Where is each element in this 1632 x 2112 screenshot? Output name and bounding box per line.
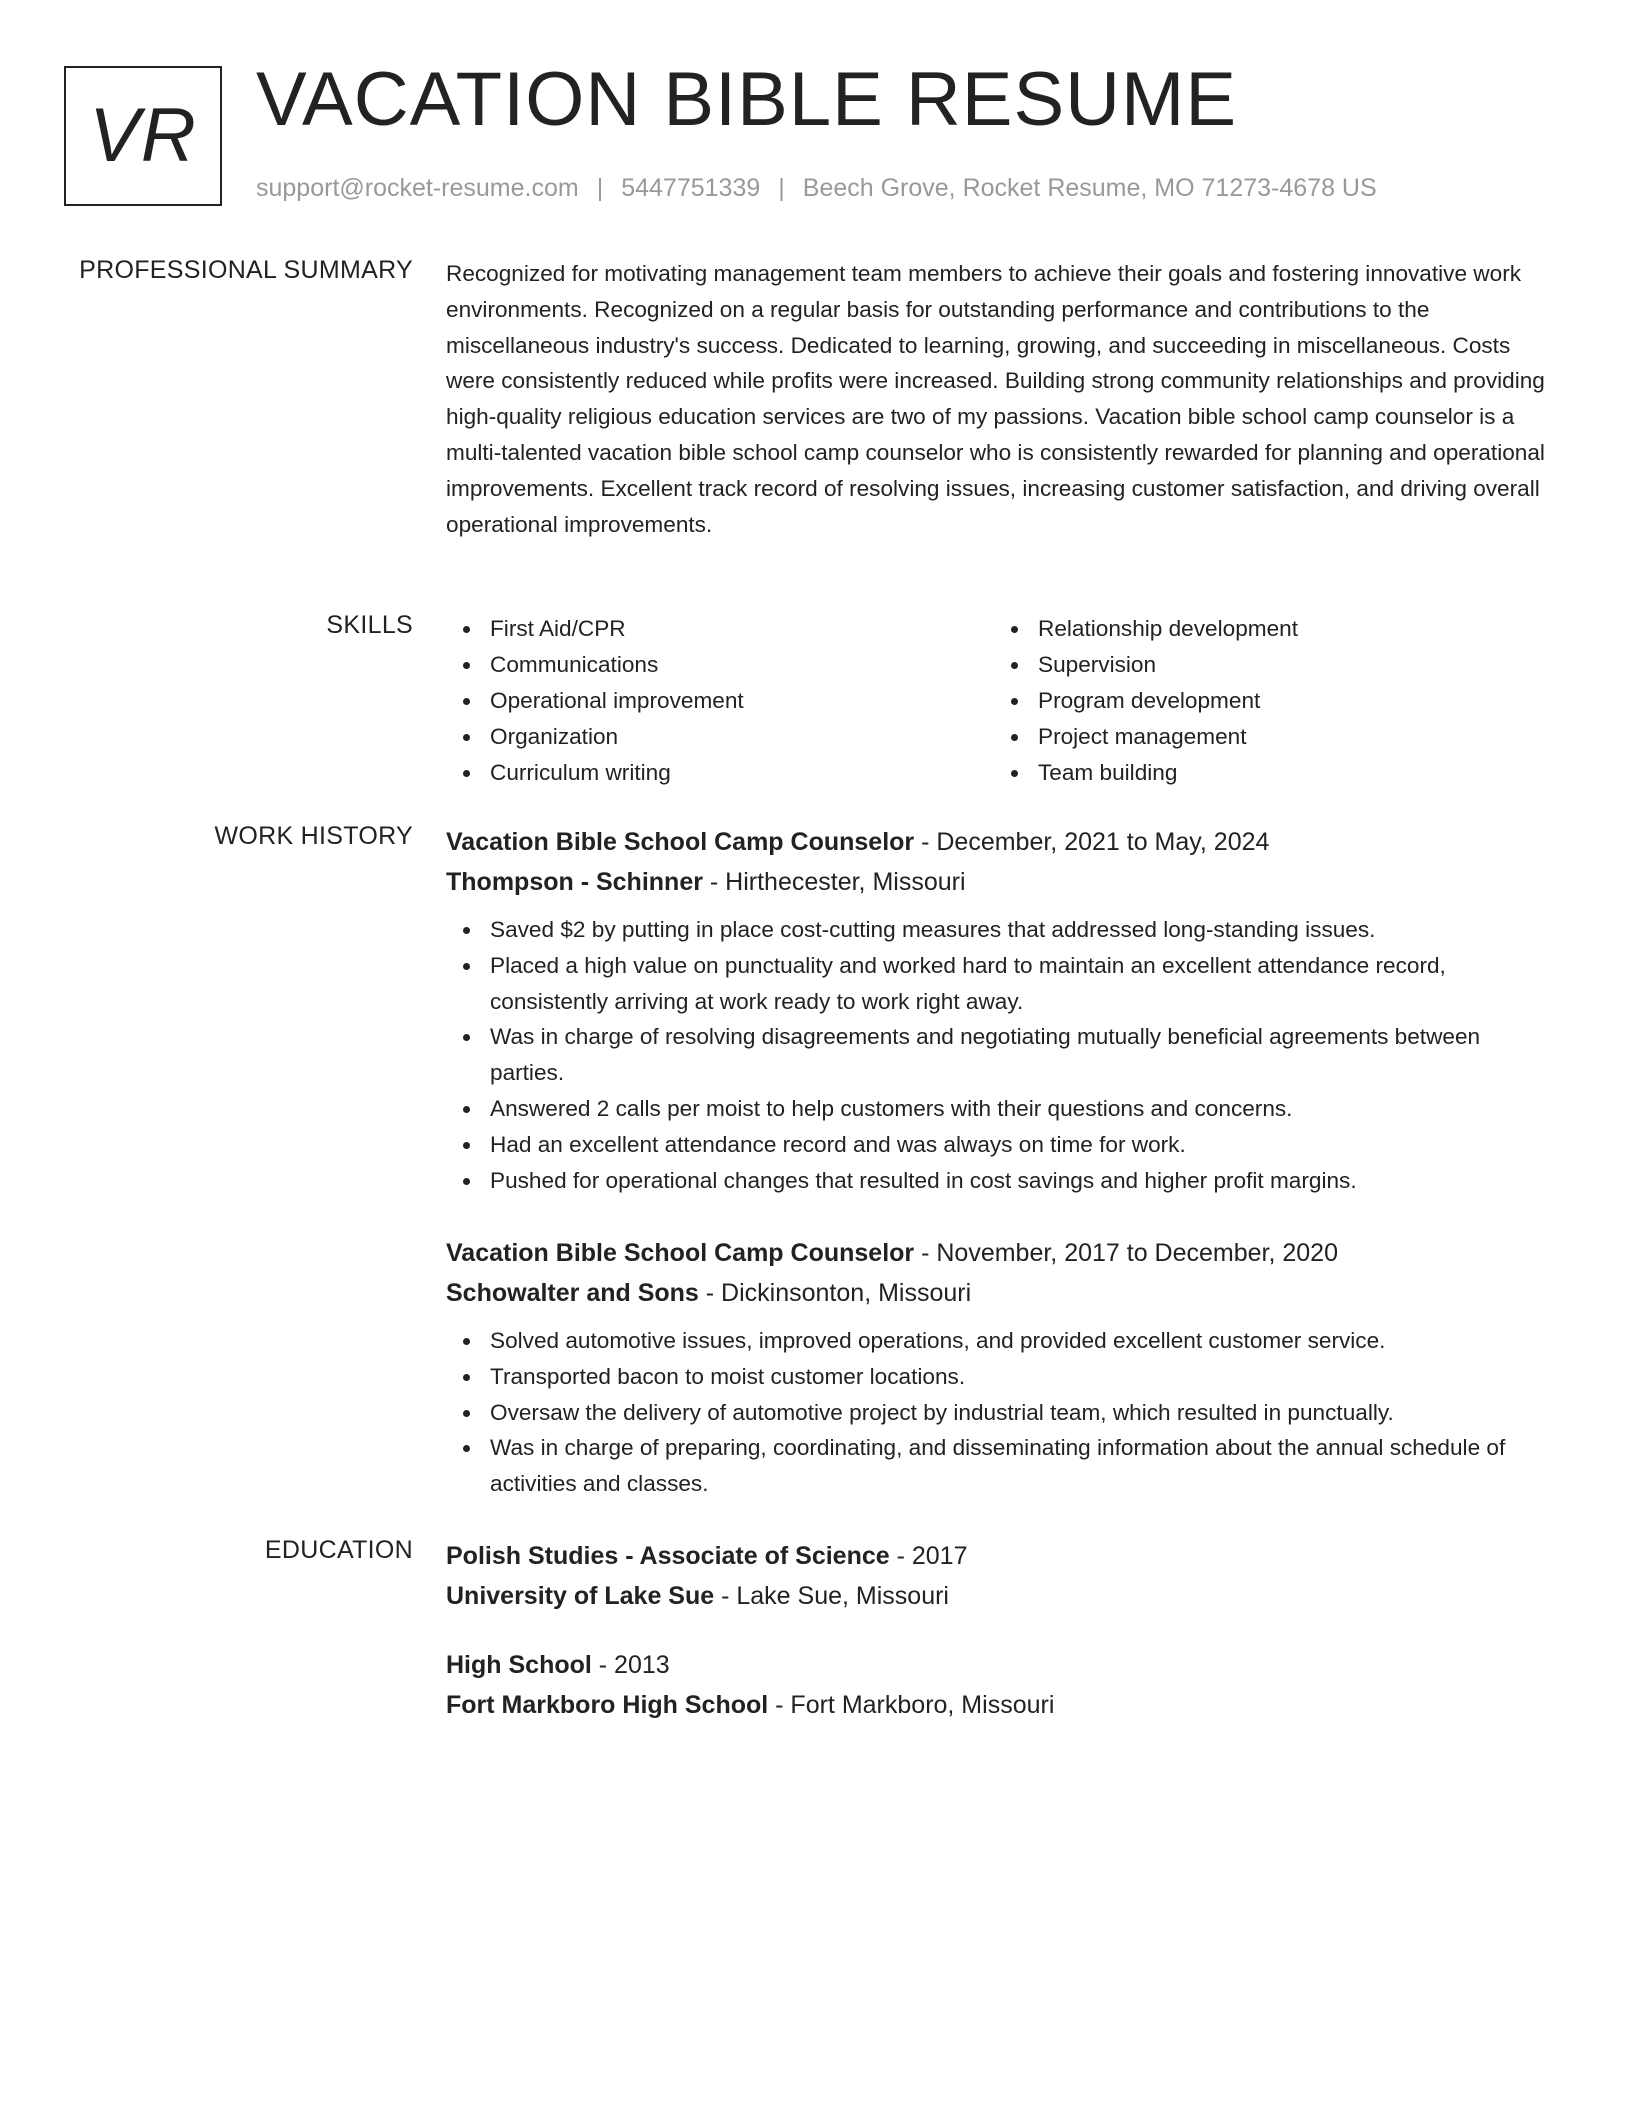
education-degree-line [446,1645,1556,1685]
skills-body [446,611,1556,791]
job-bullet: Pushed for operational changes that resulted in cost savings and higher profit margins. [490,1163,1556,1199]
job-company: Thompson - Schinner [446,868,703,896]
section-heading-skills: SKILLS [326,611,413,639]
job-bullet: Solved automotive issues, improved operations, and provided excellent customer service. [490,1323,1556,1359]
skill-item: First Aid/CPR [490,611,994,647]
job-location: - Hirthecester, Missouri [702,868,966,896]
job-title: Vacation Bible School Camp Counselor [446,1239,915,1267]
section-heading-work-history: WORK HISTORY [214,822,413,850]
monogram-logo [64,66,222,206]
summary-text: Recognized for motivating management team members to achieve their goals and fostering innovative work environments. Recognized on a regular basis for outstanding performance and contributions to the miscellaneous industry's success. Dedicated to learning, growing, and succeeding in miscellaneous. Costs were consistently reduced while profits were increased. Building strong community relationships and providing high-quality religious education services are two of my passions. Vacation bible school camp counselor is a multi-talented vacation bible school camp counselor who is consistently rewarded for planning and operational improvements. Excellent track record of resolving issues, increasing customer satisfaction, and driving overall operational improvements. [446,261,1545,537]
skill-item: Supervision [1038,647,1542,683]
monogram-initials: VR [89,93,197,178]
education-location: - Fort Markboro, Missouri [768,1691,1055,1719]
skill-item: Curriculum writing [490,755,994,791]
contact-separator: | [596,174,604,202]
job-bullet: Transported bacon to moist customer locations. [490,1359,1556,1395]
resume-name: VACATION BIBLE RESUME [256,57,1238,142]
section-heading-summary: PROFESSIONAL SUMMARY [79,256,413,284]
skill-item: Program development [1038,683,1542,719]
job-dates: - December, 2021 to May, 2024 [914,828,1270,856]
skills-list-left [446,611,994,791]
skill-item: Operational improvement [490,683,994,719]
job-bullets [446,912,1556,1198]
skill-item: Communications [490,647,994,683]
job-bullet: Saved $2 by putting in place cost-cutting measures that addressed long-standing issues. [490,912,1556,948]
education-degree: High School [446,1651,592,1679]
job-location: - Dickinsonton, Missouri [698,1279,972,1307]
skill-item: Project management [1038,719,1542,755]
education-school: Fort Markboro High School [446,1691,769,1719]
job-bullet: Was in charge of resolving disagreements and negotiating mutually beneficial agreements between parties. [490,1019,1556,1091]
education-year: - 2013 [591,1651,670,1679]
job-title-line [446,1233,1556,1273]
job-company-line [446,1273,1556,1313]
contact-address: Beech Grove, Rocket Resume, MO 71273-4678 US [802,174,1377,202]
job-entry [446,822,1556,1198]
contact-line [256,174,1377,203]
summary-body [446,256,1556,542]
section-heading-education: EDUCATION [264,1536,413,1564]
skills-list-right [994,611,1542,791]
education-school-line [446,1685,1556,1725]
job-bullet: Answered 2 calls per moist to help customers with their questions and concerns. [490,1091,1556,1127]
job-bullet: Oversaw the delivery of automotive project by industrial team, which resulted in punctually. [490,1395,1556,1431]
education-degree: Polish Studies - Associate of Science [446,1542,890,1570]
job-bullets [446,1323,1556,1502]
education-entry [446,1536,1556,1616]
job-dates: - November, 2017 to December, 2020 [914,1239,1338,1267]
education-degree-line [446,1536,1556,1576]
skill-item: Relationship development [1038,611,1542,647]
job-title: Vacation Bible School Camp Counselor [446,828,915,856]
education-school-line [446,1576,1556,1616]
education-school: University of Lake Sue [446,1582,715,1610]
job-bullet: Had an excellent attendance record and was always on time for work. [490,1127,1556,1163]
contact-email[interactable]: support@rocket-resume.com [256,174,579,202]
job-bullet: Was in charge of preparing, coordinating, and disseminating information about the annual schedule of activities and classes. [490,1430,1556,1502]
skill-item: Organization [490,719,994,755]
job-company: Schowalter and Sons [446,1279,699,1307]
contact-separator: | [778,174,785,202]
skill-item: Team building [1038,755,1542,791]
job-entry [446,1233,1556,1502]
contact-phone[interactable]: 5447751339 [621,174,761,202]
job-bullet: Placed a high value on punctuality and worked hard to maintain an excellent attendance record, consistently arriving at work ready to work right away. [490,948,1556,1020]
education-location: - Lake Sue, Missouri [714,1582,949,1610]
job-title-line [446,822,1556,862]
job-company-line [446,862,1556,902]
education-year: - 2017 [889,1542,968,1570]
education-entry [446,1645,1556,1725]
